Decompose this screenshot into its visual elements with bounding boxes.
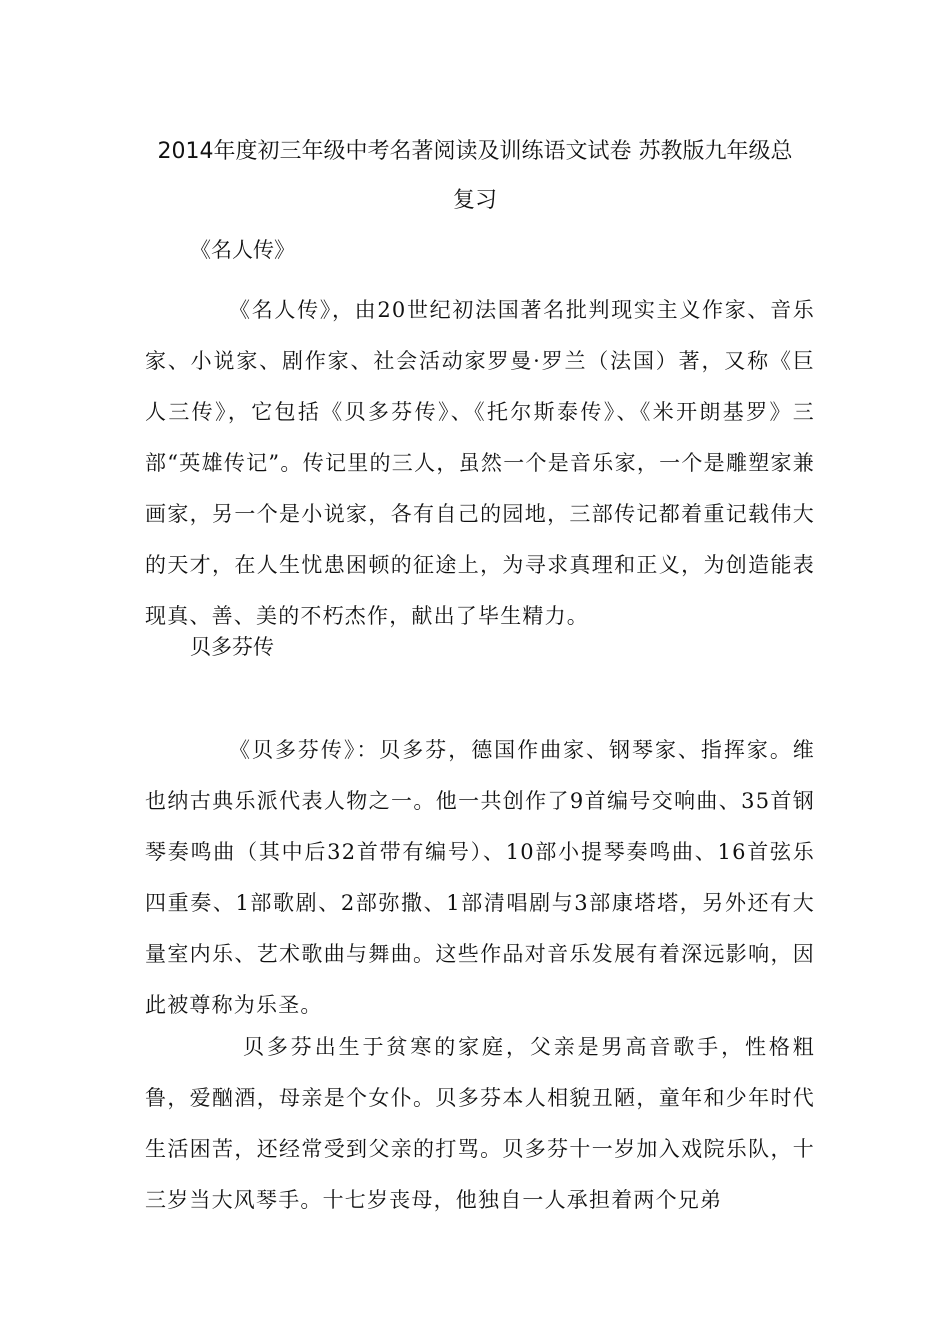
beethoven-paragraph-1: 《贝多芬传》：贝多芬，德国作曲家、钢琴家、指挥家。维也纳古典乐派代表人物之一。他一共创作了9首编号交响曲、35首钢琴奏鸣曲（其中后32首带有编号）、10部小提琴奏鸣曲、16首弦乐四重奏、1部歌剧、2部弥撒、1部清唱剧与3部康塔塔，另外还有大量室内乐、艺术歌曲与舞曲。这些作品对音乐发展有着深远影响，因此被尊称为乐圣。 xyxy=(145,738,815,1017)
beethoven-paragraph-2: 贝多芬出生于贫寒的家庭，父亲是男高音歌手，性格粗鲁，爱酗酒，母亲是个女仆。贝多芬本人相貌丑陋，童年和少年时代生活困苦，还经常受到父亲的打骂。贝多芬十一岁加入戏院乐队，十三岁当大风琴手。十七岁丧母，他独自一人承担着两个兄弟 xyxy=(145,1035,815,1212)
intro-paragraph: 《名人传》，由20世纪初法国著名批判现实主义作家、音乐家、小说家、剧作家、社会活动家罗曼·罗兰（法国）著，又称《巨人三传》，它包括《贝多芬传》、《托尔斯泰传》、《米开朗基罗》三部“英雄传记”。传记里的三人，虽然一个是音乐家，一个是雕塑家兼画家，另一个是小说家，各有自己的园地，三部传记都着重记载伟大的天才，在人生忧患困顿的征途上，为寻求真理和正义，为创造能表现真、善、美的不朽杰作，献出了毕生精力。 xyxy=(145,298,815,628)
document-title-line-2: 复习 xyxy=(452,188,497,213)
section-heading: 《名人传》 xyxy=(190,238,295,262)
subheading-beethoven: 贝多芬传 xyxy=(190,635,274,659)
document-title-line-1: 2014年度初三年级中考名著阅读及训练语文试卷 苏教版九年级总 xyxy=(157,139,793,164)
